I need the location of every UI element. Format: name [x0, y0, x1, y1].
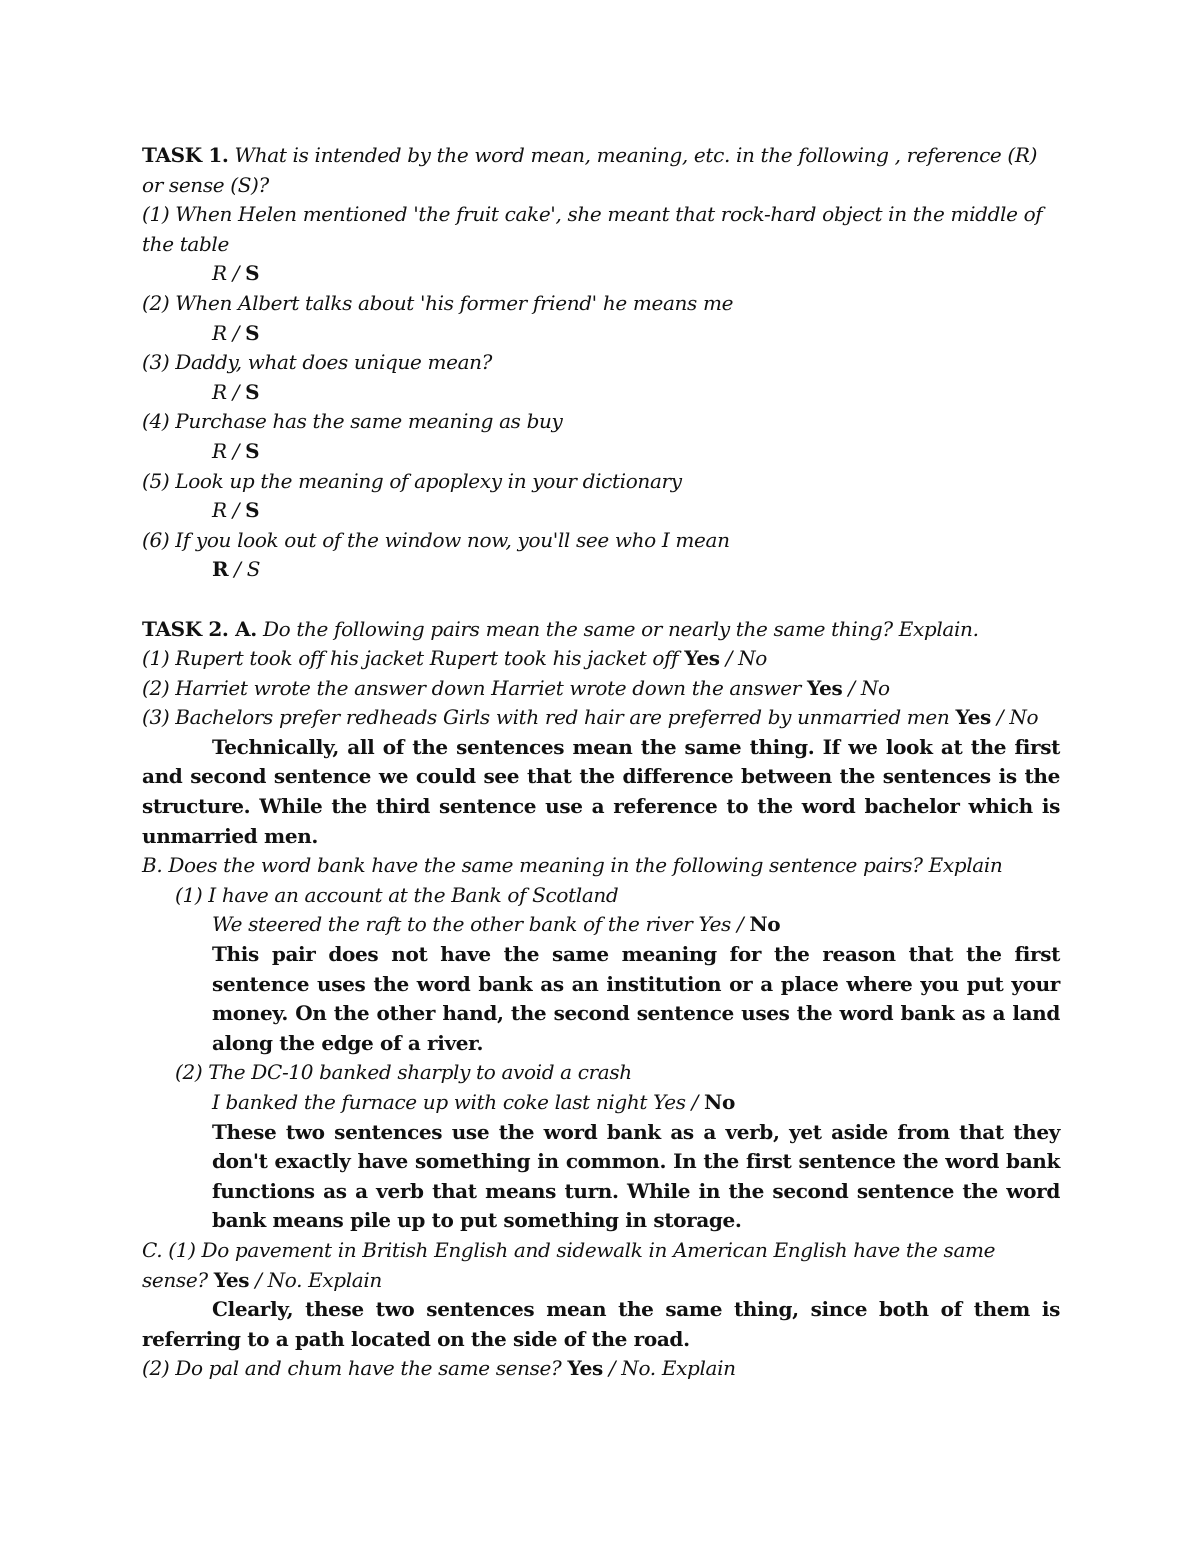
task1-item-text: (6) If you look out of the window now, you'll see who I mean: [142, 527, 730, 552]
task1-prompt: What is intended by the word mean, meaning, etc. in the following , reference (R) or sense (S)?: [142, 143, 1038, 197]
task2c-question1: C. (1) Do pavement in British English and sidewalk in American English have the same sense? Yes / No. Explain: [142, 1237, 996, 1292]
task2b-pair1-line1: (1) I have an account at the Bank of Scotland: [175, 882, 619, 907]
task1-item-text: (1) When Helen mentioned 'the fruit cake', she meant that rock-hard object in the middle of the table: [142, 202, 1043, 256]
task1-item-answer: R / S: [212, 320, 260, 345]
task2-heading: [142, 615, 1060, 645]
task1-heading: [142, 141, 1060, 200]
task2b-pair1-answer: This pair does not have the same meaning for the reason that the first sentence uses the word bank as an institution or a place where you put your money. On the other hand, the second sentence uses the word bank as a land along the edge of a river.: [212, 942, 1060, 1055]
task2c-answer1: Clearly, these two sentences mean the same thing, since both of them is referring to a path located on the side of the road.: [142, 1297, 1060, 1351]
task1-item: [142, 200, 1060, 289]
task2-pair: (2) Harriet wrote the answer down Harriet wrote down the answer Yes / No: [142, 675, 890, 700]
document-page: [142, 141, 1060, 1384]
task2-title: TASK 2. A.: [142, 616, 257, 641]
task1-item: [142, 526, 1060, 585]
task2-prompt: Do the following pairs mean the same or nearly the same thing? Explain.: [262, 616, 979, 641]
task1-item-answer: R / S: [212, 498, 260, 523]
task1-item: [142, 348, 1060, 407]
task1-item: [142, 407, 1060, 466]
task1-item-answer: R / S: [212, 557, 261, 582]
task1-item-answer: R / S: [212, 379, 260, 404]
task1-item-text: (5) Look up the meaning of apoplexy in your dictionary: [142, 468, 682, 493]
task2b-prompt: B. Does the word bank have the same meaning in the following sentence pairs? Explain: [142, 853, 1003, 878]
task2b-pair2-line1: (2) The DC-10 banked sharply to avoid a crash: [175, 1060, 632, 1085]
task1-item-answer: R / S: [212, 438, 260, 463]
section-gap: [142, 585, 1060, 615]
task2-pair: (1) Rupert took off his jacket Rupert took his jacket off Yes / No: [142, 646, 767, 671]
task1-title: TASK 1.: [142, 143, 229, 167]
task1-item-text: (2) When Albert talks about 'his former friend' he means me: [142, 290, 734, 315]
task1-item-answer: R / S: [212, 261, 260, 286]
task1-item: [142, 467, 1060, 526]
task2b-pair2-answer: These two sentences use the word bank as a verb, yet aside from that they don't exactly have something in common. In the first sentence the word bank functions as a verb that means turn. While in the second sentence the word bank means pile up to put something in storage.: [212, 1119, 1060, 1233]
task2b-pair1-line2: We steered the raft to the other bank of the river Yes / No: [212, 912, 781, 937]
task1-item-text: (4) Purchase has the same meaning as buy: [142, 409, 563, 434]
task2a-answer: Technically, all of the sentences mean the same thing. If we look at the first and second sentence we could see that the difference between the sentences is the structure. While the third sentence use a reference to the word bachelor which is unmarried men.: [142, 734, 1060, 848]
task2-pair: (3) Bachelors prefer redheads Girls with red hair are preferred by unmarried men Yes / No: [142, 705, 1039, 730]
task2b-pair2-line2: I banked the furnace up with coke last night Yes / No: [212, 1090, 735, 1114]
task1-item: [142, 289, 1060, 348]
task2c-question2: (2) Do pal and chum have the same sense? Yes / No. Explain: [142, 1356, 736, 1381]
task1-item-text: (3) Daddy, what does unique mean?: [142, 350, 493, 375]
